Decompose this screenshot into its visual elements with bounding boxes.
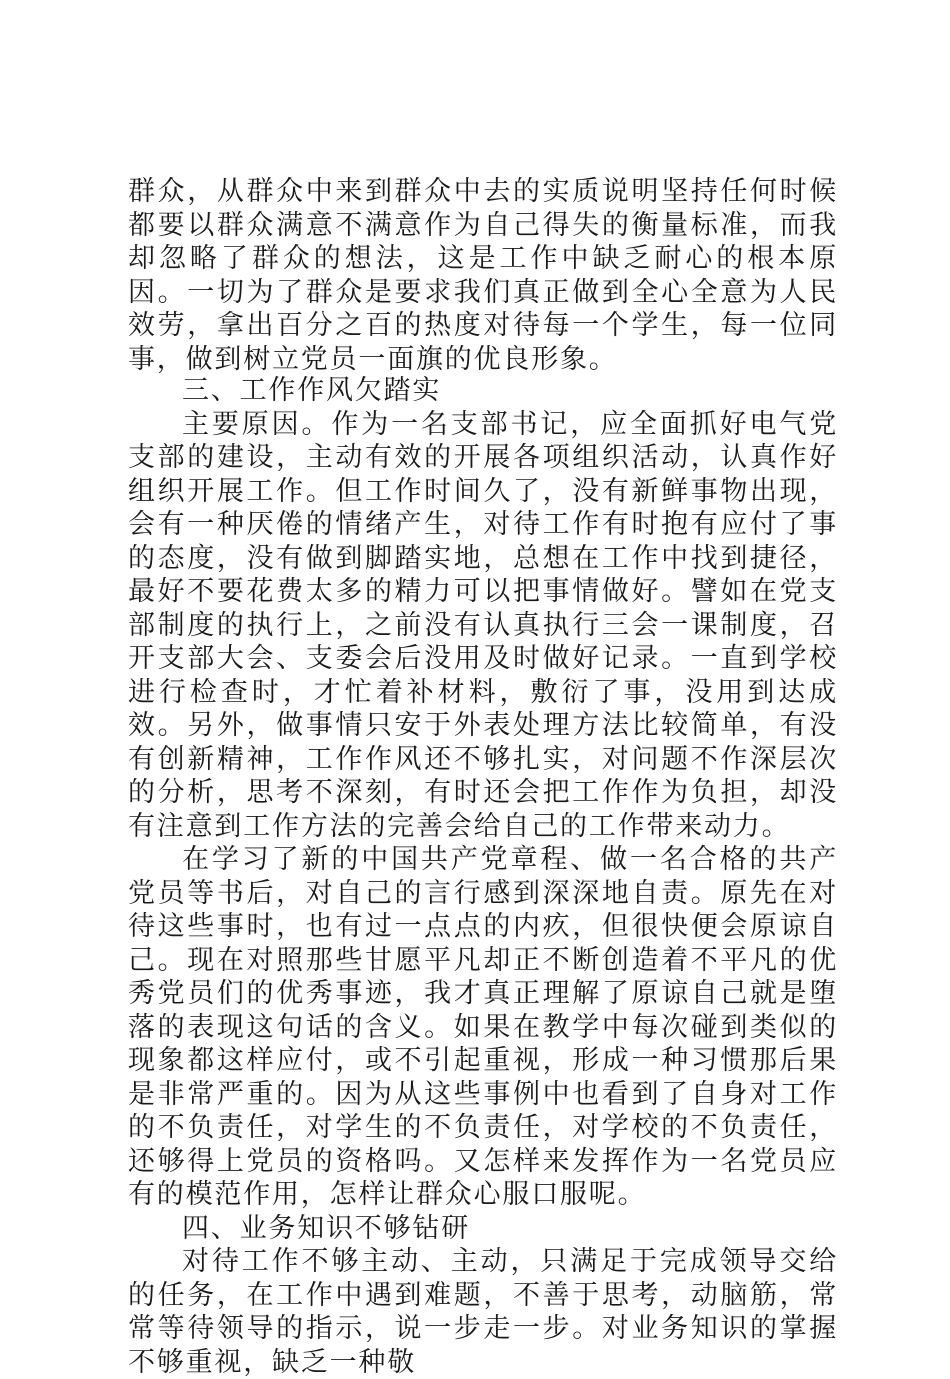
paragraph-study-reflection: 在学习了新的中国共产党章程、做一名合格的共产党员等书后，对自己的言行感到深深地自责。原先在对待这些事时，也有过一点点的内疚，但很快便会原谅自己。现在对照那些甘愿平凡却正不断创造着不平凡的优秀党员们的优秀事迹，我才真正理解了原谅自己就是堕落的表现这句话的含义。如果在教学中每次碰到类似的现象都这样应付，或不引起重视，形成一种习惯那后果是非常严重的。因为从这些事例中也看到了自身对工作的不负责任，对学生的不负责任，对学校的不负责任，还够得上党员的资格吗。又怎样来发挥作为一名党员应有的模范作用，怎样让群众心服口服呢。	[128, 844, 838, 1210]
section-heading-4: 四、业务知识不够钻研	[182, 1212, 470, 1244]
section-heading-3: 三、工作作风欠踏实	[182, 375, 442, 406]
body-text-top	[128, 175, 838, 376]
paragraph-continued: 群众，从群众中来到群众中去的实质说明坚持任何时候都要以群众满意不满意作为自己得失的衡量标准，而我却忽略了群众的想法，这是工作中缺乏耐心的根本原因。一切为了群众是要求我们真正做到全心全意为人民效劳，拿出百分之百的热度对待每一个学生，每一位同事，做到树立党员一面旗的优良形象。	[128, 176, 838, 375]
paragraph-business-knowledge: 对待工作不够主动、主动，只满足于完成领导交给的任务，在工作中遇到难题，不善于思考，动脑筋，常常等待领导的指示，说一步走一步。对业务知识的掌握不够重视，缺乏一种敬	[128, 1246, 838, 1378]
body-text-main	[128, 374, 838, 1379]
paragraph-main-reasons: 主要原因。作为一名支部书记，应全面抓好电气党支部的建设，主动有效的开展各项组织活动，认真作好组织开展工作。但工作时间久了，没有新鲜事物出现，会有一种厌倦的情绪产生，对待工作有时抱有应付了事的态度，没有做到脚踏实地，总想在工作中找到捷径，最好不要花费太多的精力可以把事情做好。譬如在党支部制度的执行上，之前没有认真执行三会一课制度，召开支部大会、支委会后没用及时做好记录。一直到学校进行检查时，才忙着补材料，敷衍了事，没用到达成效。另外，做事情只安于外表处理方法比较简单，有没有创新精神，工作作风还不够扎实，对问题不作深层次的分析，思考不深刻，有时还会把工作作为负担，却没有注意到工作方法的完善会给自己的工作带来动力。	[128, 408, 838, 842]
